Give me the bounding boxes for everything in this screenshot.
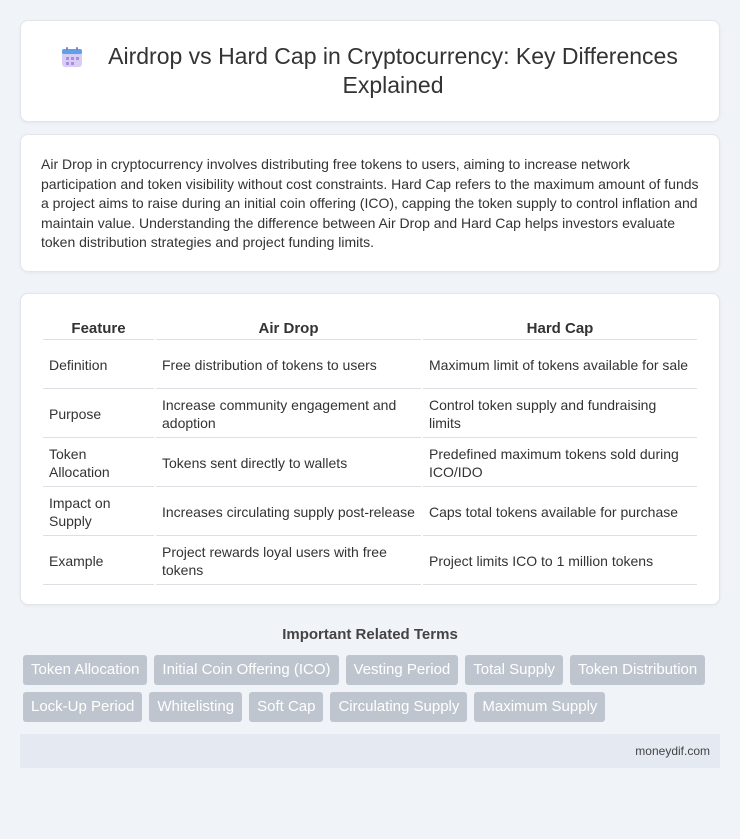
feature-cell: Purpose xyxy=(43,391,154,438)
related-term-tag[interactable]: Token Allocation xyxy=(23,655,147,685)
air-drop-cell: Increase community engagement and adoption xyxy=(156,391,421,438)
related-term-tag[interactable]: Initial Coin Offering (ICO) xyxy=(154,655,338,685)
header-air-drop: Air Drop xyxy=(156,316,421,340)
header-feature: Feature xyxy=(43,316,154,340)
footer-site[interactable]: moneydif.com xyxy=(635,744,710,758)
table-header-row xyxy=(43,316,697,340)
related-terms-list xyxy=(20,655,720,729)
page-title: Airdrop vs Hard Cap in Cryptocurrency: Key Differences Explained xyxy=(108,43,678,98)
table-row xyxy=(43,538,697,585)
related-term-tag[interactable]: Maximum Supply xyxy=(474,692,605,722)
comparison-card xyxy=(20,293,720,605)
related-term-tag[interactable]: Vesting Period xyxy=(346,655,459,685)
table-row xyxy=(43,440,697,487)
footer xyxy=(20,734,720,768)
air-drop-cell: Free distribution of tokens to users xyxy=(156,342,421,389)
intro-card xyxy=(20,134,720,272)
related-term-tag[interactable]: Total Supply xyxy=(465,655,563,685)
hard-cap-cell: Control token supply and fundraising limits xyxy=(423,391,697,438)
related-term-tag[interactable]: Token Distribution xyxy=(570,655,705,685)
table-row xyxy=(43,489,697,536)
title-row xyxy=(61,42,679,100)
feature-cell: Token Allocation xyxy=(43,440,154,487)
hard-cap-cell: Project limits ICO to 1 million tokens xyxy=(423,538,697,585)
air-drop-cell: Project rewards loyal users with free tokens xyxy=(156,538,421,585)
hard-cap-cell: Maximum limit of tokens available for sale xyxy=(423,342,697,389)
air-drop-cell: Increases circulating supply post-release xyxy=(156,489,421,536)
feature-cell: Definition xyxy=(43,342,154,389)
related-term-tag[interactable]: Circulating Supply xyxy=(330,692,467,722)
feature-cell: Example xyxy=(43,538,154,585)
related-term-tag[interactable]: Soft Cap xyxy=(249,692,323,722)
intro-paragraph: Air Drop in cryptocurrency involves distributing free tokens to users, aiming to increase network participation and token visibility without cost constraints. Hard Cap refers to the maximum amount of funds a project aims to raise during an initial coin offering (ICO), capping the token supply to control inflation and maintain value. Understanding the difference between Air Drop and Hard Cap helps investors evaluate token distribution strategies and project funding limits. xyxy=(41,156,699,251)
title-card xyxy=(20,20,720,122)
hard-cap-cell: Predefined maximum tokens sold during ICO/IDO xyxy=(423,440,697,487)
table-row xyxy=(43,342,697,389)
related-term-tag[interactable]: Whitelisting xyxy=(149,692,242,722)
related-terms-heading: Important Related Terms xyxy=(282,626,458,643)
comparison-table xyxy=(41,314,699,587)
air-drop-cell: Tokens sent directly to wallets xyxy=(156,440,421,487)
hard-cap-cell: Caps total tokens available for purchase xyxy=(423,489,697,536)
feature-cell: Impact on Supply xyxy=(43,489,154,536)
related-term-tag[interactable]: Lock-Up Period xyxy=(23,692,142,722)
table-row xyxy=(43,391,697,438)
calendar-icon xyxy=(61,46,83,68)
header-hard-cap: Hard Cap xyxy=(423,316,697,340)
